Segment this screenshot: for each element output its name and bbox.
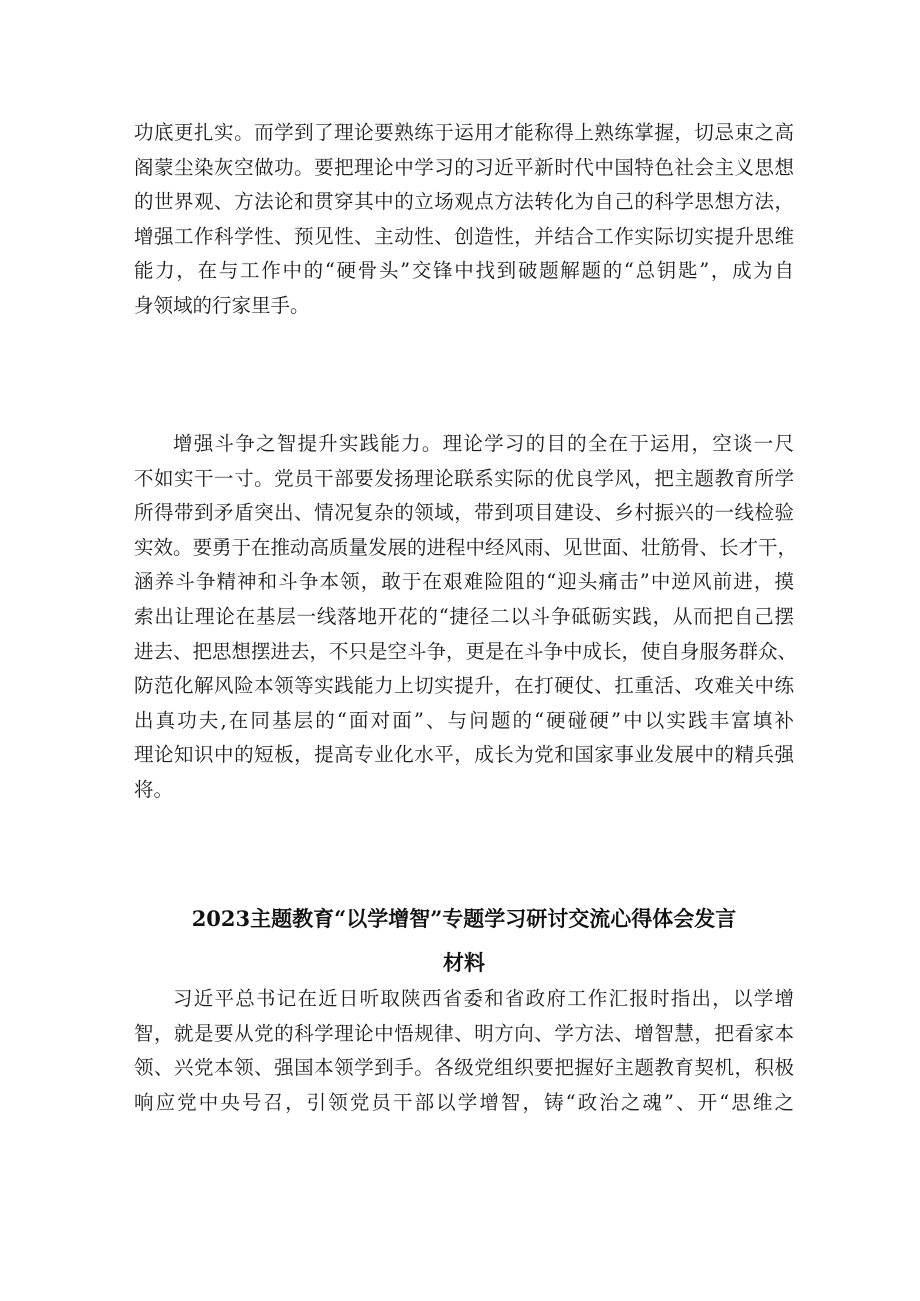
paragraph-intro	[134, 982, 794, 1120]
paragraph-line: 所得带到矛盾突出、情况复杂的领域，带到项目建设、乡村振兴的一线检验	[134, 501, 794, 525]
paragraph-line: 响应党中央号召，引领党员干部以学增智，铸“政治之魂”、开“思维之	[134, 1090, 794, 1114]
section-heading: 2023主题教育“以学增智”专题学习研讨交流心得体会发言	[191, 906, 737, 931]
paragraph-line: 的世界观、方法论和贯穿其中的立场观点方法转化为自己的科学思想方法，	[134, 190, 794, 214]
paragraph-line: 索出让理论在基层一线落地开花的“捷径二以斗争砥砺实践，从而把自己摆	[134, 604, 794, 628]
paragraph-line: 增强工作科学性、预见性、主动性、创造性，并结合工作实际切实提升思维	[134, 224, 794, 248]
paragraph-line: 阁蒙尘染灰空做功。要把理论中学习的习近平新时代中国特色社会主义思想	[134, 155, 794, 179]
paragraph-line: 涵养斗争精神和斗争本领，敢于在艰难险阻的“迎头痛击”中逆风前进，摸	[134, 570, 794, 594]
paragraph-practice-ability	[134, 427, 798, 808]
paragraph-line: 进去、把思想摆进去，不只是空斗争，更是在斗争中成长，使自身服务群众、	[134, 639, 798, 663]
paragraph-line: 不如实干一寸。党员干部要发扬理论联系实际的优良学风，把主题教育所学	[134, 466, 794, 490]
paragraph-line: 将。	[134, 777, 174, 801]
paragraph-line: 智，就是要从党的科学理论中悟规律、明方向、学方法、增智慧，把看家本	[134, 1021, 794, 1045]
paragraph-line: 实效。要勇于在推动高质量发展的进程中经风雨、见世面、壮筋骨、长才干，	[134, 535, 798, 559]
section-heading-continued: 材料	[443, 950, 485, 975]
paragraph-line: 习近平总书记在近日听取陕西省委和省政府工作汇报时指出，以学增	[173, 987, 794, 1010]
paragraph-line: 出真功夫,在同基层的“面对面”、与问题的“硬碰硬”中以实践丰富填补	[134, 708, 794, 732]
paragraph-continued	[134, 116, 794, 324]
paragraph-line: 能力，在与工作中的“硬骨头”交锋中找到破题解题的“总钥匙”，成为自	[134, 259, 794, 283]
paragraph-line: 身领域的行家里手。	[134, 293, 310, 317]
paragraph-line: 功底更扎实。而学到了理论要熟练于运用才能称得上熟练掌握，切忌束之高	[134, 121, 794, 144]
paragraph-line: 领、兴党本领、强国本领学到手。各级党组织要把握好主题教育契机，积极	[134, 1056, 794, 1080]
paragraph-line: 理论知识中的短板，提高专业化水平，成长为党和国家事业发展中的精兵强	[134, 743, 794, 767]
paragraph-line: 防范化解风险本领等实践能力上切实提升，在打硬仗、扛重活、攻难关中练	[134, 674, 794, 698]
paragraph-line: 增强斗争之智提升实践能力。理论学习的目的全在于运用，空谈一尺	[173, 432, 794, 455]
